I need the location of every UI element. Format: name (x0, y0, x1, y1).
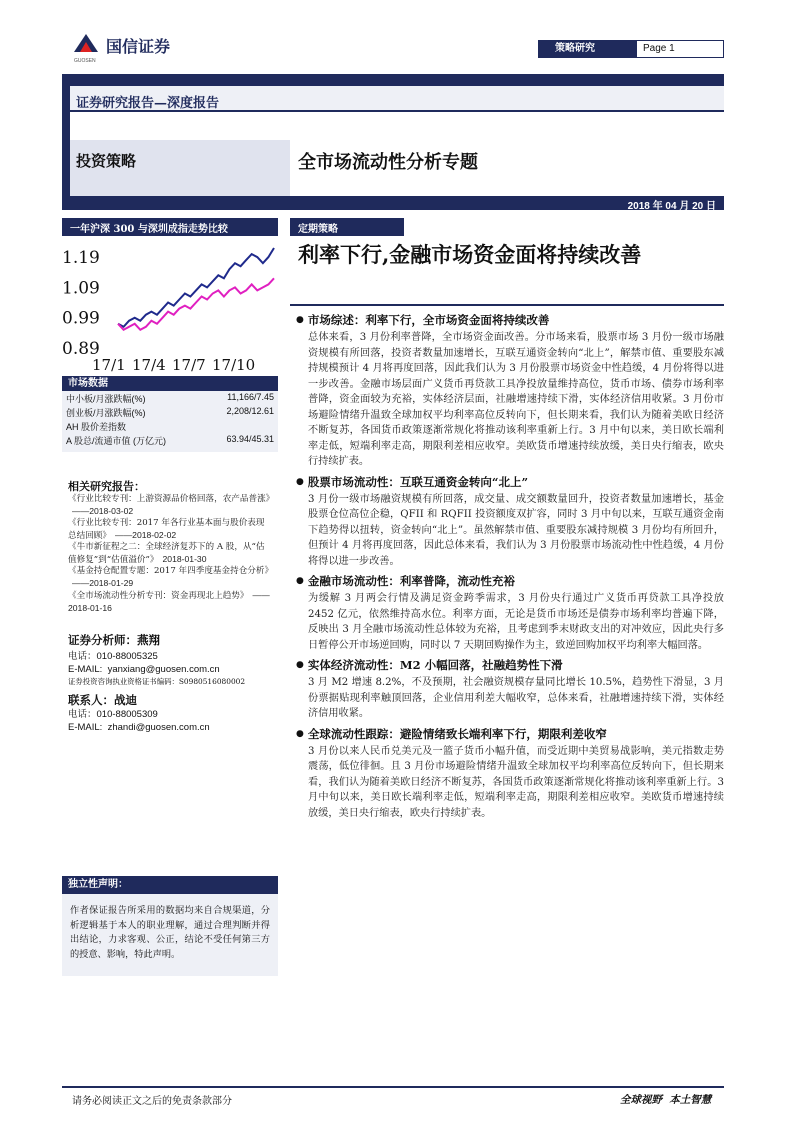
section (296, 657, 724, 722)
bullet-icon: ● (296, 315, 304, 325)
market-data-label: A 股总/流通市值 (万亿元) (66, 436, 167, 446)
related-report-item[interactable] (68, 566, 273, 590)
section-heading: 全球流动性跟踪：避险情绪致长端利率下行，期限利差收窄 (307, 726, 607, 741)
related-report-title: 《牛市新征程之二：全球经济复苏下的 A 股，从“估值修复”到“估值溢价”》 (68, 542, 265, 565)
contact-name: 战迪 (114, 693, 137, 707)
analyst-cert: 证券投资咨询执业资格证书编码：S0980516080002 (68, 677, 246, 686)
market-data-title: 市场数据 (62, 376, 278, 391)
y-tick-label: 1.09 (62, 278, 100, 299)
badge-bar (290, 218, 404, 236)
index-comparison-chart (62, 240, 278, 374)
related-report-title: 《行业比较专刊：2017 年各行业基本面与股价表现总结回顾》 (68, 518, 265, 541)
market-data-row (62, 405, 278, 419)
market-data-row (62, 419, 278, 433)
section-heading: 股票市场流动性：互联互通资金转向“北上” (307, 474, 529, 489)
independence-title: 独立性声明： (62, 876, 278, 894)
related-report-date: ——2018-03-02 (72, 505, 134, 516)
footer-rule (62, 1086, 724, 1088)
related-reports (68, 478, 273, 615)
related-report-title: 《基金持仓配置专题：2017 年四季度基金持仓分析》 (68, 566, 274, 576)
chart-title: 一年沪深 300 与深圳成指走势比较 (70, 224, 228, 235)
related-title: 相关研究报告： (68, 480, 145, 493)
headline: 利率下行,金融市场资金面将持续改善 (298, 242, 642, 267)
related-report-item[interactable] (68, 542, 273, 566)
x-tick-label: 17/4 (132, 356, 166, 374)
report-badge: 定期策略 (298, 224, 338, 235)
bullet-icon: ● (296, 660, 304, 670)
report-category: 投资策略 (76, 152, 137, 170)
contact-email[interactable]: zhandi@guosen.com.cn (107, 722, 210, 733)
market-data-value: 2,208/12.61 (226, 406, 274, 416)
related-report-title: 《全市场流动性分析专刊：资金再现北上趋势》 (68, 591, 249, 601)
section (296, 474, 724, 570)
market-data-rows (62, 391, 278, 447)
market-data-value: 11,166/7.45 (227, 392, 274, 402)
market-data-row (62, 391, 278, 405)
related-report-date: ——2018-01-16 (68, 590, 270, 613)
report-type: 证券研究报告—深度报告 (76, 96, 220, 111)
section-body: 总体来看，3 月份利率普降，全市场资金面改善。分市场来看，股票市场 3 月份一级市场融资规模有所回落，投资者数量加速增长，互联互通资金转向“北上”，解禁市值、重要股东减持规模预计 4 月将再度回落，因此我们认为 3 月份股票市场资金中性趋缓，4 月份将得以进一步改善。金融市场层面广义货币再贷款工具净投放量维持高位，货币市场、债券市场利率普降，资金面较为充裕，实体经济层面，社融增速持续下滑，实体经济信用收紧。3 月份市场避险情绪升温致全球加权平均利率高位反转向下，但长期来看，我们认为随着美欧日经济不断复苏，各国货币政策逐渐常规化将推动该利率重新上行。3 月中旬以来，美日欧长端利率走低，短端利率走高，期限利差相应收窄。美欧货币增速持续放缓，美日央行缩表，欧央行持续扩表。 (308, 332, 724, 467)
main-sections (296, 308, 724, 821)
section-heading: 市场综述：利率下行，全市场资金面将持续改善 (307, 313, 550, 327)
contact-tel: 010-88005309 (96, 709, 158, 720)
bullet-icon: ● (296, 728, 304, 739)
section-body: 3 月份以来人民币兑美元及一篮子货币小幅升值，而受近期中美贸易战影响，美元指数走势震荡，低位徘徊。且 3 月份市场避险情绪升温致全球加权平均利率高位反转向下，但长期来看，我们认为随着美欧日经济不断复苏，各国货币政策逐渐常规化将推动该利率重新上行。3 月中旬以来，美日欧长端利率走低，短端利率走高，期限利差相应收窄。美欧货币增速持续放缓，美日央行缩表，欧央行持续扩表。 (308, 745, 724, 819)
series-line-0 (118, 248, 274, 327)
section-body: 3 月 M2 增速 8.2%，不及预期，社会融资规模存量同比增长 10.5%，趋势性下滑显，3 月份票据贴现利率触顶回落，企业信用利差大幅收窄，总体来看，社融增速持续下滑，实体经济信用收紧。 (308, 677, 724, 719)
related-report-date: ——2018-02-02 (114, 529, 177, 540)
contact-role: 联系人： (68, 693, 114, 707)
market-data-label: AH 股价差指数 (66, 422, 127, 432)
analyst-block (68, 632, 278, 734)
analyst-tel: 010-88005325 (96, 651, 158, 662)
section-heading: 金融市场流动性：利率普降，流动性充裕 (307, 574, 515, 588)
x-tick-label: 17/1 (92, 356, 126, 374)
header-tag-box (538, 40, 724, 58)
contact-email-label: E-MAIL: (68, 722, 103, 733)
header-tag: 策略研究 (539, 41, 637, 57)
related-report-title: 《行业比较专刊：上游资源品价格回落，农产品普涨》 (68, 494, 275, 504)
related-list (68, 494, 273, 615)
bullet-icon: ● (296, 476, 304, 487)
market-data-row (62, 433, 278, 447)
date-bar (62, 196, 724, 210)
related-report-date: 2018-01-30 (162, 553, 207, 564)
related-report-item[interactable] (68, 518, 273, 542)
y-tick-label: 0.89 (62, 339, 100, 359)
header-band (62, 86, 724, 196)
y-tick-label: 0.99 (62, 308, 100, 329)
x-tick-label: 17/7 (172, 356, 206, 374)
header-bar (62, 74, 724, 86)
market-data-box (62, 376, 278, 452)
related-report-item[interactable] (68, 494, 273, 518)
footer-disclaimer: 请务必阅读正文之后的免责条款部分 (72, 1096, 232, 1107)
analyst-tel-label: 电话： (68, 651, 97, 662)
section-body: 3 月份一级市场融资规模有所回落，成交量、成交额数量回升，投资者数量加速增长，基金股票仓位高位企稳，QFII 和 RQFII 投资额度双扩容，同时 3 月中旬以来，互联互通资金南下趋势得以扭转，资金转向“北上”。虽然解禁市值、重要股东减持规模 3 月份均有所回升，但预计 4 月将再度回落，因此总体来看，我们认为 3 月份股票市场流动性中性趋缓，4 月份将得以进一步改善。 (308, 493, 724, 567)
contact-tel-label: 电话： (68, 709, 97, 720)
page-number: Page 1 (643, 43, 675, 54)
report-date: 2018 年 04 月 20 日 (627, 201, 716, 212)
y-tick-label: 1.19 (62, 248, 100, 269)
section (296, 573, 724, 653)
logo-sub: GUOSEN (74, 58, 96, 64)
independence-box (62, 876, 278, 976)
independence-text: 作者保证报告所采用的数据均来自合规渠道，分析逻辑基于本人的职业理解，通过合理判断并得出结论，力求客观、公正，结论不受任何第三方的授意、影响，特此声明。 (70, 905, 270, 960)
logo-name: 国信证券 (106, 37, 171, 56)
market-data-value: 63.94/45.31 (226, 434, 274, 444)
section (296, 726, 724, 822)
logo-mark-icon (72, 30, 100, 58)
analyst-role: 证券分析师： (68, 633, 137, 647)
section (296, 312, 724, 470)
headline-rule (290, 304, 724, 306)
analyst-email-label: E-MAIL: (68, 664, 103, 675)
related-report-item[interactable] (68, 590, 273, 615)
analyst-email[interactable]: yanxiang@guosen.com.cn (107, 664, 220, 675)
analyst-name: 燕翔 (137, 633, 160, 647)
section-heading: 实体经济流动性：M2 小幅回落，社融趋势性下滑 (307, 658, 563, 672)
market-data-label: 中小板/月涨跌幅(%) (66, 394, 146, 404)
logo (72, 28, 232, 62)
x-tick-label: 17/10 (212, 356, 256, 374)
market-data-label: 创业板/月涨跌幅(%) (66, 408, 146, 418)
footer-slogan: 全球视野 本土智慧 (620, 1094, 712, 1106)
section-body: 为缓解 3 月两会行情及满足资金跨季需求，3 月份央行通过广义货币再贷款工具净投放 2452 亿元，依然维持高水位。利率方面，无论是货币市场还是债券市场利率均普遍下降，反映出 3 月全融市场流动性总体较为充裕，且考虑到季末财政支出的对冲效应，因此央行多日暂停公开市场逆回购，同时以 7 天期回购操作为主，致逆回购加权平均利率大幅回落。 (308, 593, 724, 651)
report-title: 全市场流动性分析专题 (298, 152, 478, 173)
related-report-date: ——2018-01-29 (72, 577, 134, 588)
series-line-1 (118, 278, 274, 330)
chart-title-bar (62, 218, 278, 236)
bullet-icon: ● (296, 576, 304, 586)
